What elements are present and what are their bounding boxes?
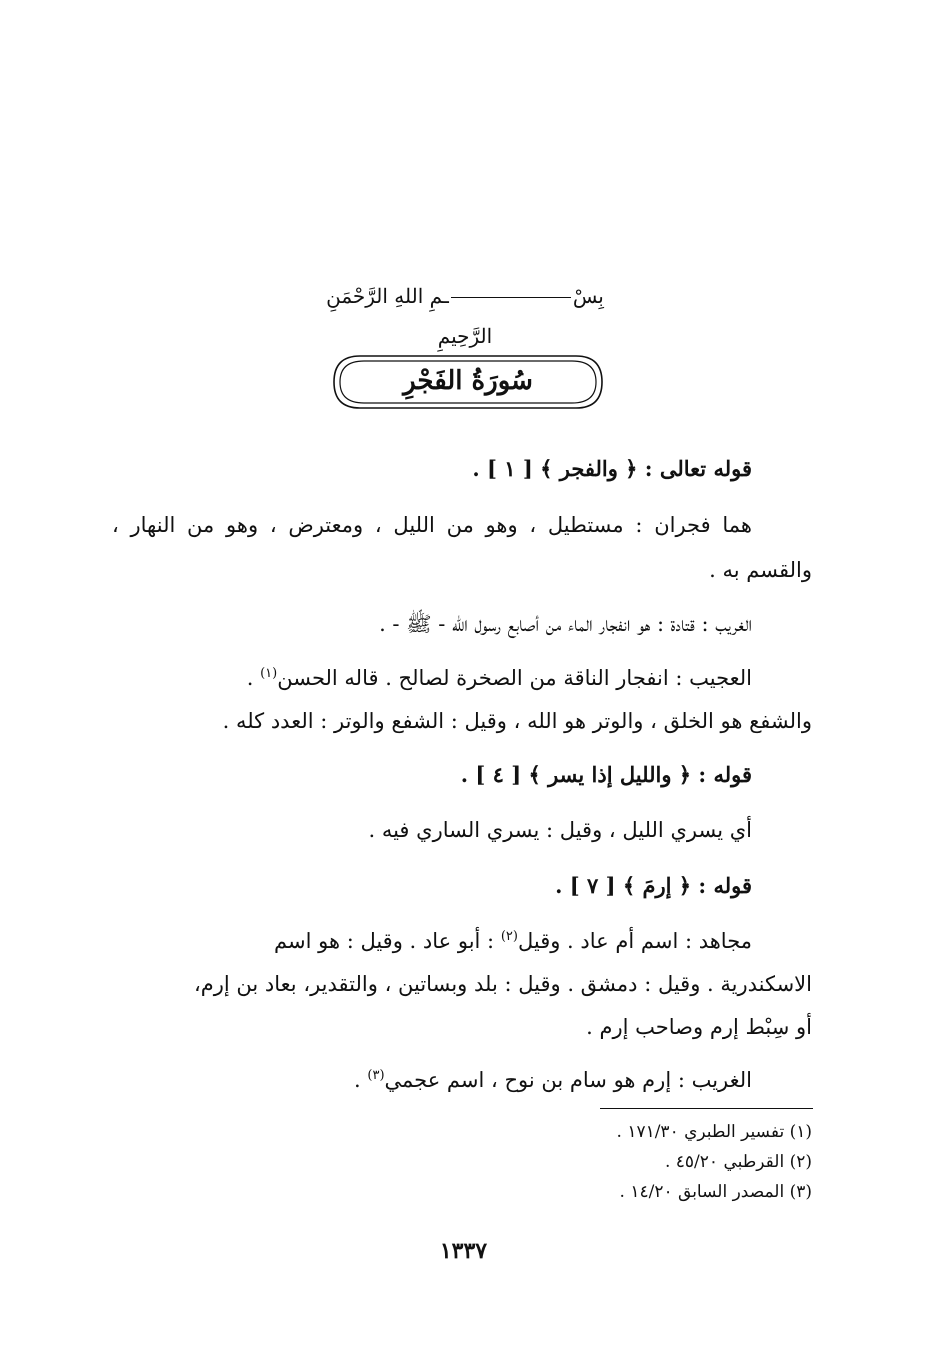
- text-line: [274, 929, 752, 953]
- footnote: (١) تفسير الطبري ١٧١/٣٠ .: [616, 1122, 812, 1142]
- text-segment: .: [354, 1068, 368, 1092]
- verse-heading-4: قوله : ﴿ والليل إذا يسر ﴾ [ ٤ ] .: [460, 762, 752, 787]
- page-number: ١٣٣٧: [439, 1238, 488, 1264]
- text-segment: الغريب : إرم هو سام بن نوح ، اسم عجمي: [384, 1068, 752, 1092]
- footnote: (٣) المصدر السابق ١٤/٢٠ .: [619, 1182, 812, 1202]
- basmala: [300, 276, 630, 348]
- verse-heading-7: قوله : ﴿ إرمَ ﴾ [ ٧ ] .: [555, 873, 752, 898]
- text-line: [354, 1068, 752, 1092]
- surah-title-frame: [330, 352, 606, 412]
- text-line: أو سِبْط إرم وصاحب إرم .: [586, 1015, 812, 1039]
- basmala-start: بِسْ: [572, 284, 604, 308]
- text-line: [247, 666, 752, 690]
- text-line: أي يسري الليل ، وقيل : يسري الساري فيه .: [368, 818, 752, 842]
- verse-heading-1: قوله تعالى : ﴿ والفجر ﴾ [ ١ ] .: [472, 456, 752, 481]
- text-segment: .: [246, 666, 261, 690]
- basmala-stretch-line: [451, 297, 571, 298]
- text-line: الغريب : قتادة : هو انفجار الماء من أصابع رسول الله - ﷺ - .: [379, 612, 752, 636]
- text-line: والقسم به .: [709, 558, 812, 582]
- text-segment: العجيب : انفجار الناقة من الصخرة لصالح . قاله الحسن: [277, 666, 752, 690]
- text-line: الاسكندرية . وقيل : دمشق . وقيل : بلد وبساتين ، والتقدير، بعاد بن إرم،: [193, 972, 812, 996]
- text-segment: : أبو عاد . وقيل : هو اسم: [274, 929, 501, 953]
- footnote-divider: [600, 1108, 813, 1109]
- footnote-ref: (١): [260, 666, 278, 681]
- surah-title: سُورَةُ الفَجْرِ: [403, 366, 533, 396]
- text-line: والشفع هو الخلق ، والوتر هو الله ، وقيل : الشفع والوتر : العدد كله .: [222, 709, 812, 733]
- text-line: هما فجران : مستطيل ، وهو من الليل ، ومعترض ، وهو من النهار ،: [112, 513, 752, 537]
- footnote-ref: (٣): [367, 1068, 385, 1083]
- text-segment: مجاهد : اسم أم عاد . وقيل: [517, 929, 752, 953]
- footnote: (٢) القرطبي ٤٥/٢٠ .: [664, 1152, 812, 1172]
- footnote-ref: (٢): [500, 929, 518, 944]
- basmala-end: ـمِ اللهِ الرَّحْمَنِ الرَّحِيمِ: [326, 284, 493, 348]
